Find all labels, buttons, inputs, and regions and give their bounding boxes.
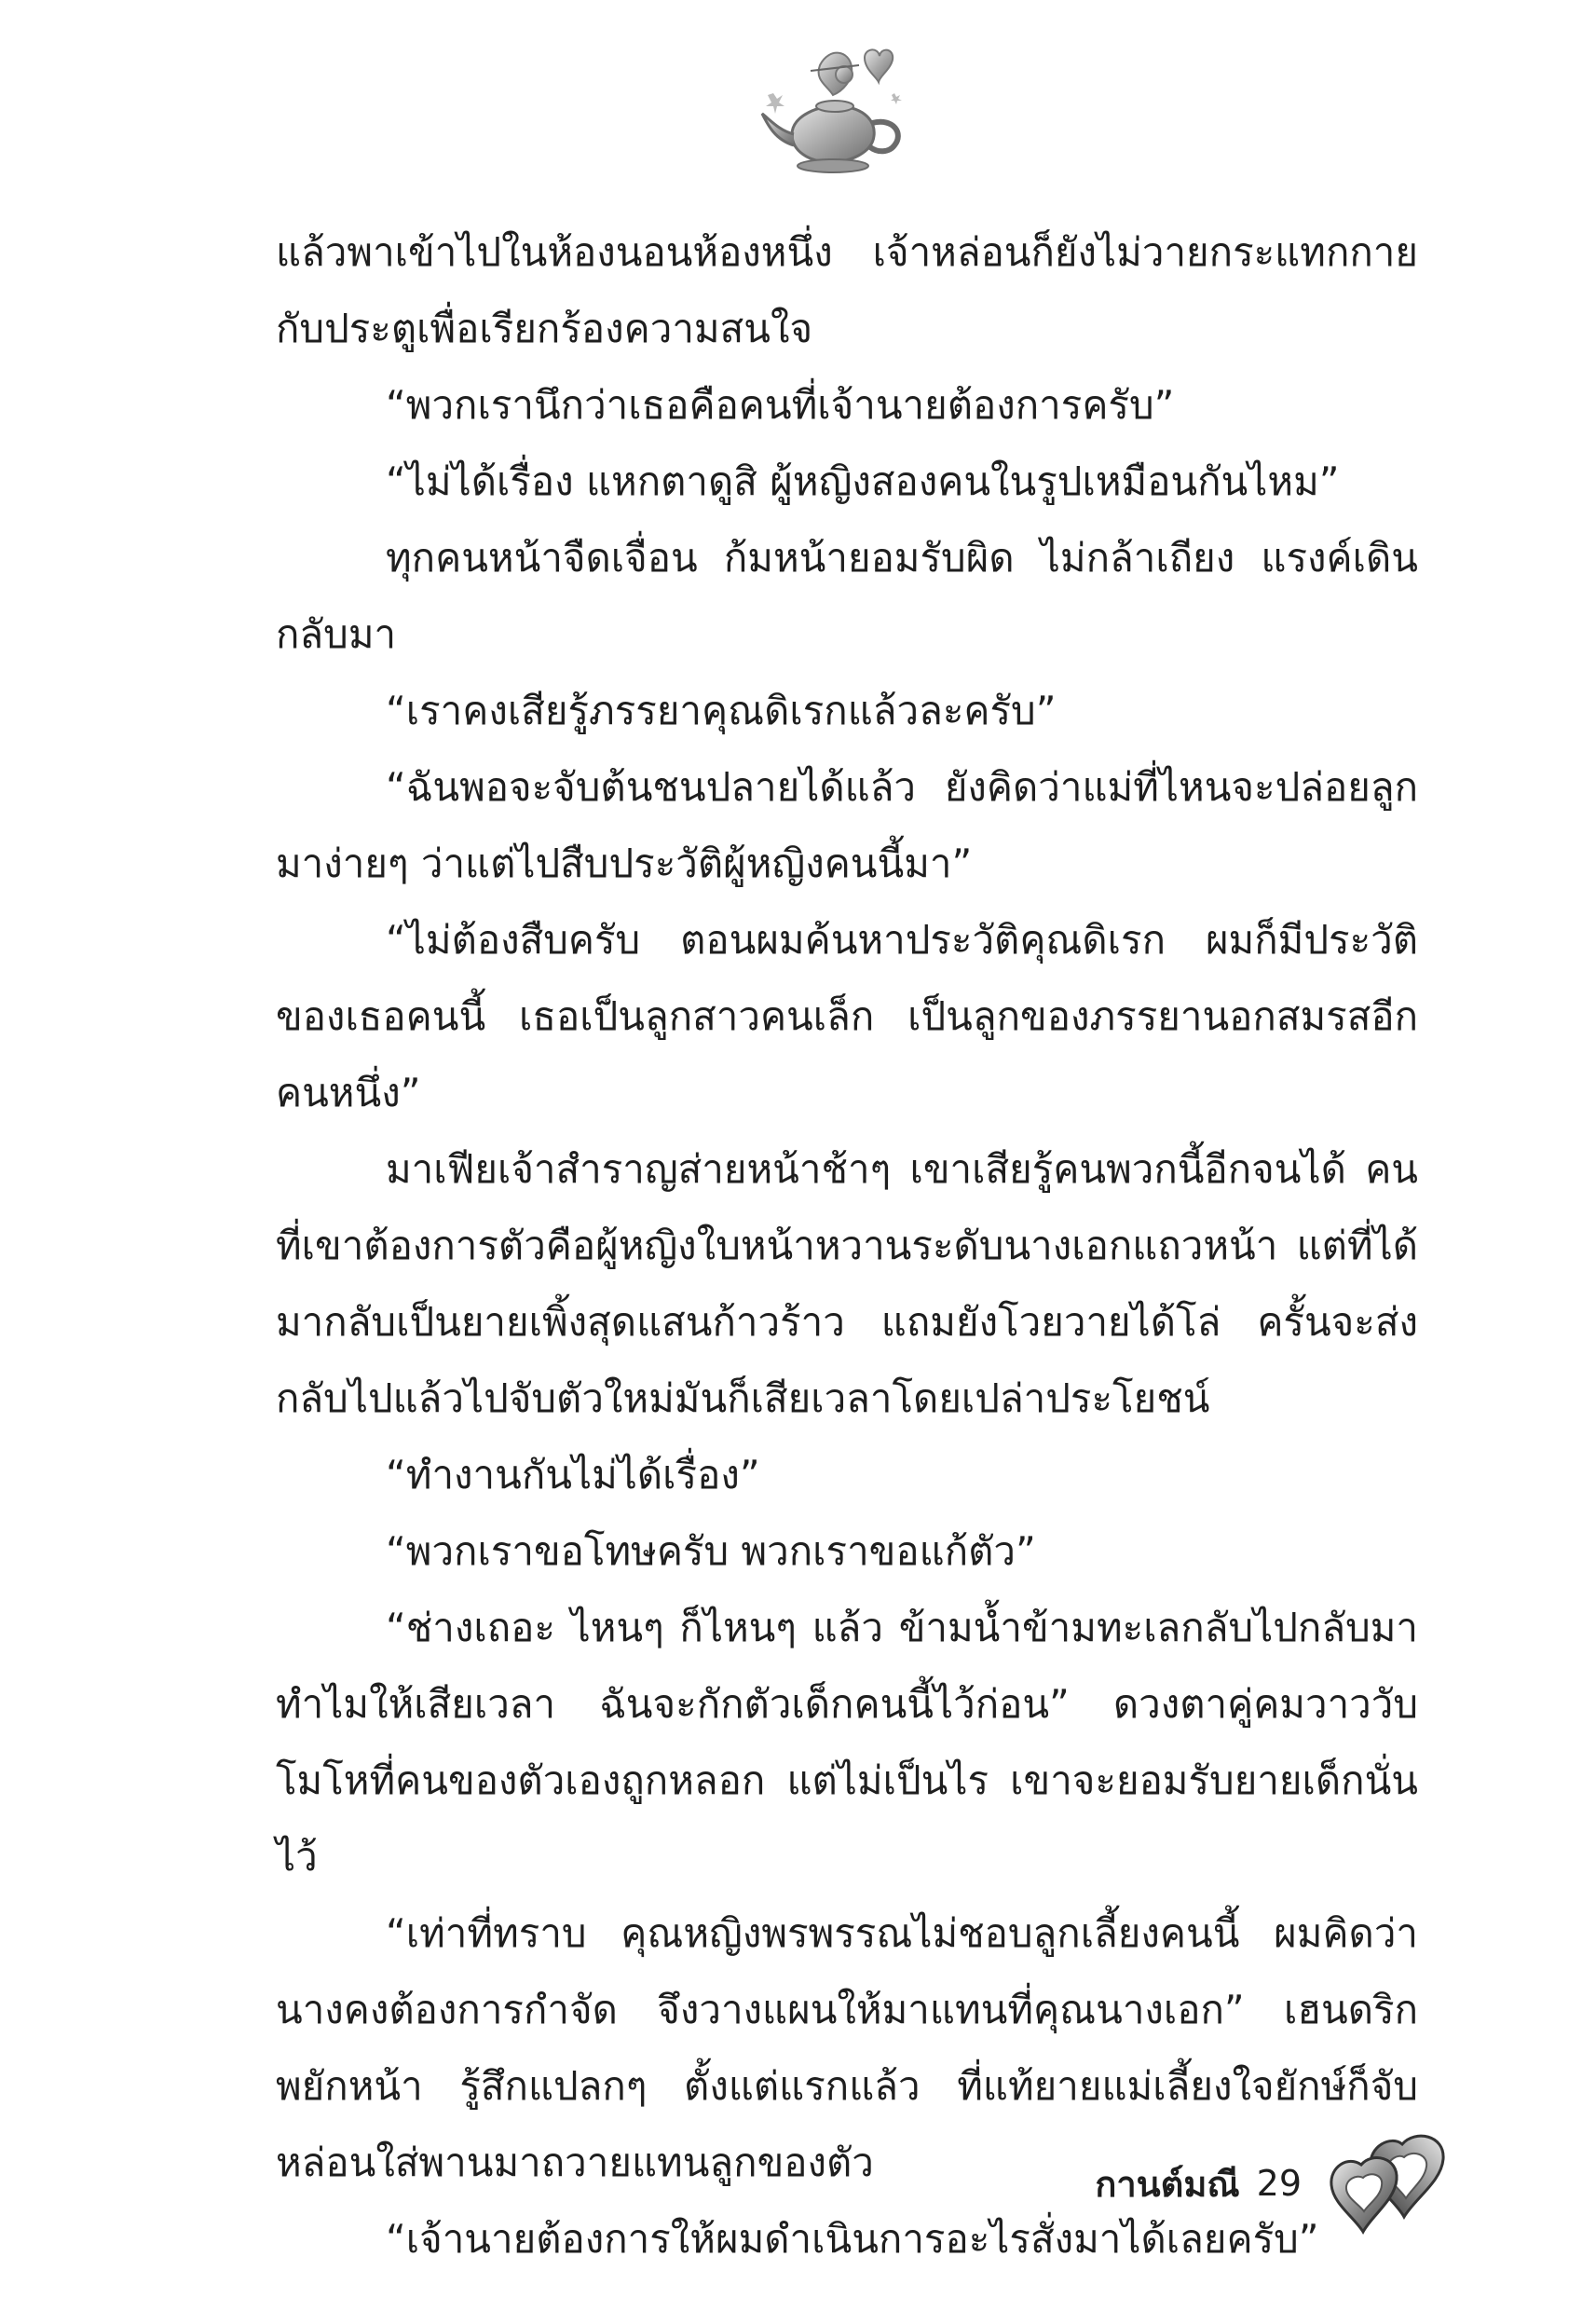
page-number: 29 bbox=[1256, 2163, 1302, 2204]
paragraph-2: “พวกเรานึกว่าเธอคือคนที่เจ้านายต้องการครับ” bbox=[386, 382, 1175, 428]
page-footer bbox=[1095, 2123, 1456, 2244]
chapter-text bbox=[276, 214, 1418, 2277]
paragraph-7: “ไม่ต้องสืบครับ ตอนผมค้นหาประวัติคุณดิเรก ผมก็มีประวัติของเธอคนนี้ เธอเป็นลูกสาวคนเล็ก เป็นลูกของภรรยานอกสมรสอีกคนหนึ่ง” bbox=[276, 917, 1418, 1115]
paragraph-8: มาเฟียเจ้าสำราญส่ายหน้าช้าๆ เขาเสียรู้คนพวกนี้อีกจนได้ คนที่เขาต้องการตัวคือผู้หญิงใบหน้าหวานระดับนางเอกแถวหน้า แต่ที่ได้มากลับเป็นยายเพิ้งสุดแสนก้าวร้าว แถมยังโวยวายได้โล่ ครั้นจะส่งกลับไปแล้วไปจับตัวใหม่มันก็เสียเวลาโดยเปล่าประโยชน์ bbox=[276, 1146, 1418, 1421]
paragraph-11: “ช่างเถอะ ไหนๆ ก็ไหนๆ แล้ว ข้ามน้ำข้ามทะเลกลับไปกลับมาทำไมให้เสียเวลา ฉันจะกักตัวเด็กคนนี้ไว้ก่อน” ดวงตาคู่คมวาววับ โมโหที่คนของตัวเองถูกหลอก แต่ไม่เป็นไร เขาจะยอมรับยายเด็กนั่นไว้ bbox=[276, 1605, 1418, 1880]
cupid-teapot-ornament-icon bbox=[755, 37, 913, 186]
book-title: กานต์มณี bbox=[1095, 2163, 1240, 2205]
paragraph-1: แล้วพาเข้าไปในห้องนอนห้องหนึ่ง เจ้าหล่อนก็ยังไม่วายกระแทกกายกับประตูเพื่อเรียกร้องความสนใจ bbox=[276, 229, 1418, 351]
paragraph-5: “เราคงเสียรู้ภรรยาคุณดิเรกแล้วละครับ” bbox=[386, 688, 1057, 733]
paragraph-13: “เจ้านายต้องการให้ผมดำเนินการอะไรสั่งมาได้เลยครับ” bbox=[386, 2216, 1319, 2262]
paragraph-12: “เท่าที่ทราบ คุณหญิงพรพรรณไม่ชอบลูกเลี้ยงคนนี้ ผมคิดว่านางคงต้องการกำจัด จึงวางแผนให้มาแทนที่คุณนางเอก” เฮนดริกพยักหน้า รู้สึกแปลกๆ ตั้งแต่แรกแล้ว ที่แท้ยายแม่เลี้ยงใจยักษ์ก็จับหล่อนใส่พานมาถวายแทนลูกของตัว bbox=[276, 1910, 1418, 2185]
paragraph-9: “ทำงานกันไม่ได้เรื่อง” bbox=[386, 1452, 760, 1497]
paragraph-4: ทุกคนหน้าจืดเจื่อน ก้มหน้ายอมรับผิด ไม่กล้าเถียง แรงค์เดินกลับมา bbox=[276, 535, 1418, 657]
hearts-ornament-icon bbox=[1326, 2127, 1456, 2239]
paragraph-6: “ฉันพอจะจับต้นชนปลายได้แล้ว ยังคิดว่าแม่ที่ไหนจะปล่อยลูกมาง่ายๆ ว่าแต่ไปสืบประวัติผู้หญิงคนนี้มา” bbox=[276, 764, 1418, 886]
paragraph-3: “ไม่ได้เรื่อง แหกตาดูสิ ผู้หญิงสองคนในรูปเหมือนกันไหม” bbox=[386, 458, 1340, 504]
paragraph-10: “พวกเราขอโทษครับ พวกเราขอแก้ตัว” bbox=[386, 1528, 1036, 1574]
